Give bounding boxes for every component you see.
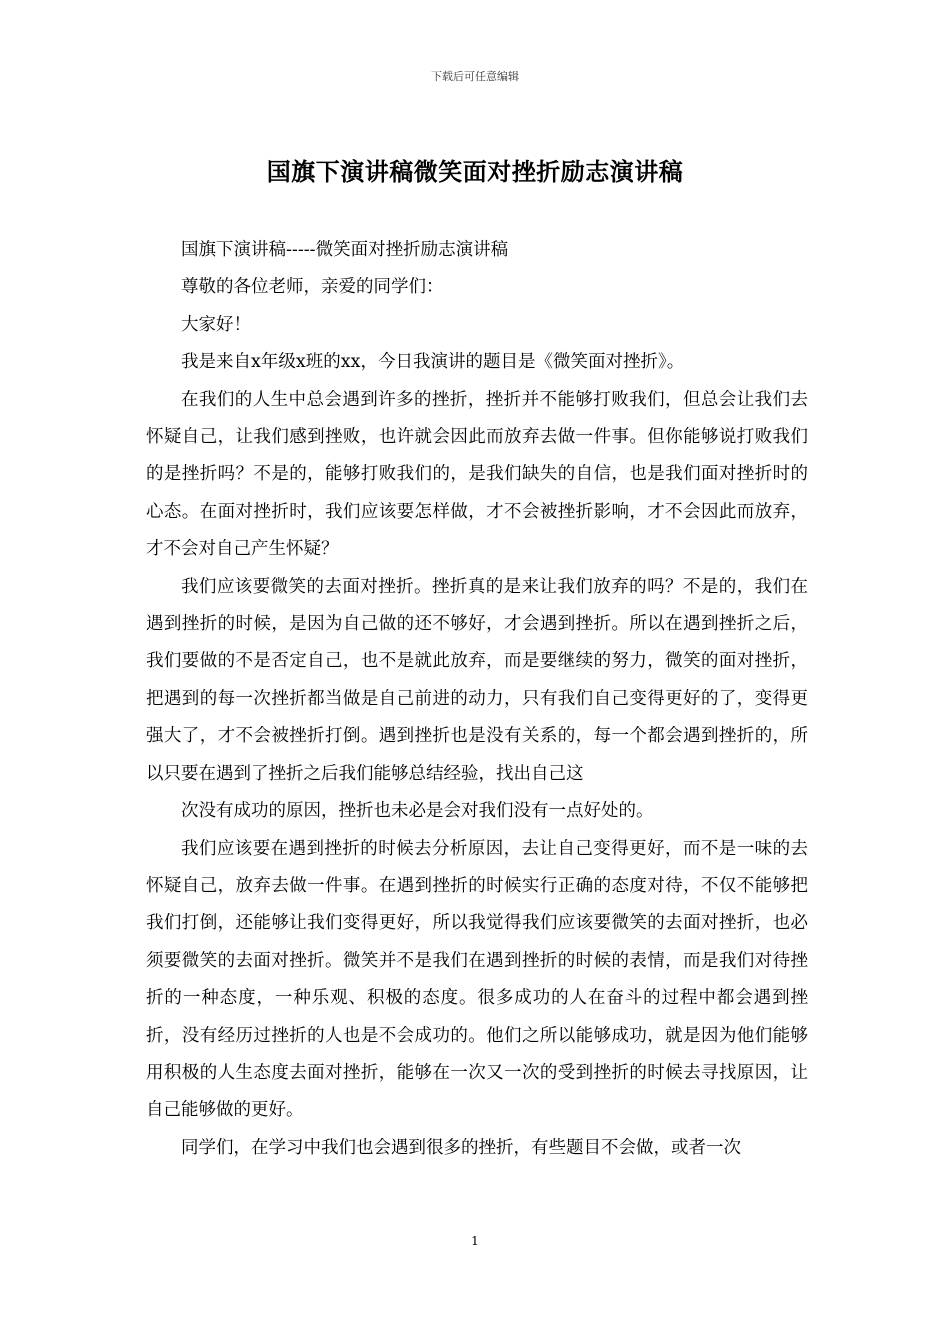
paragraph-9: 同学们，在学习中我们也会遇到很多的挫折，有些题目不会做，或者一次 [181, 1137, 741, 1158]
page-number: 1 [471, 1234, 479, 1248]
paragraph-6: 我们应该要微笑的去面对挫折。挫折真的是来让我们放弃的吗？不是的，我们在遇到挫折的时候，是因为自己做的还不够好，才会遇到挫折。所以在遇到挫折之后，我们要做的不是否定自己，也不是就此放弃，而是要继续的努力，微笑的面对挫折，把遇到的每一次挫折都当做是自己前进的动力，只有我们自己变得更好的了，变得更强大了，才不会被挫折打倒。遇到挫折也是没有关系的，每一个都会遇到挫折的，所以只要在遇到了挫折之后我们能够总结经验，找出自己这 [146, 576, 808, 784]
document-body [146, 232, 808, 1167]
paragraph-5: 在我们的人生中总会遇到许多的挫折，挫折并不能够打败我们，但总会让我们去怀疑自己，让我们感到挫败，也许就会因此而放弃去做一件事。但你能够说打败我们的是挫折吗？不是的，能够打败我们的，是我们缺失的自信，也是我们面对挫折时的心态。在面对挫折时，我们应该要怎样做，才不会被挫折影响，才不会因此而放弃，才不会对自己产生怀疑？ [146, 389, 808, 560]
paragraph-2: 尊敬的各位老师，亲爱的同学们： [181, 277, 444, 298]
paragraph-1: 国旗下演讲稿-----微笑面对挫折励志演讲稿 [181, 240, 509, 260]
paragraph-8: 我们应该要在遇到挫折的时候去分析原因，去让自己变得更好，而不是一味的去怀疑自己，放弃去做一件事。在遇到挫折的时候实行正确的态度对待，不仅不能够把我们打倒，还能够让我们变得更好，所以我觉得我们应该要微笑的去面对挫折，也必须要微笑的去面对挫折。微笑并不是我们在遇到挫折的时候的表情，而是我们对待挫折的一种态度，一种乐观、积极的态度。很多成功的人在奋斗的过程中都会遇到挫折，没有经历过挫折的人也是不会成功的。他们之所以能够成功，就是因为他们能够用积极的人生态度去面对挫折，能够在一次又一次的受到挫折的时候去寻找原因，让自己能够做的更好。 [146, 838, 808, 1121]
paragraph-7: 次没有成功的原因，挫折也未必是会对我们没有一点好处的。 [181, 801, 654, 822]
page-header: 下载后可任意编辑 [431, 70, 519, 83]
paragraph-4: 我是来自x年级x班的xx，今日我演讲的题目是《微笑面对挫折》。 [181, 352, 685, 373]
document-title: 国旗下演讲稿微笑面对挫折励志演讲稿 [266, 157, 684, 186]
paragraph-3: 大家好！ [181, 314, 251, 335]
